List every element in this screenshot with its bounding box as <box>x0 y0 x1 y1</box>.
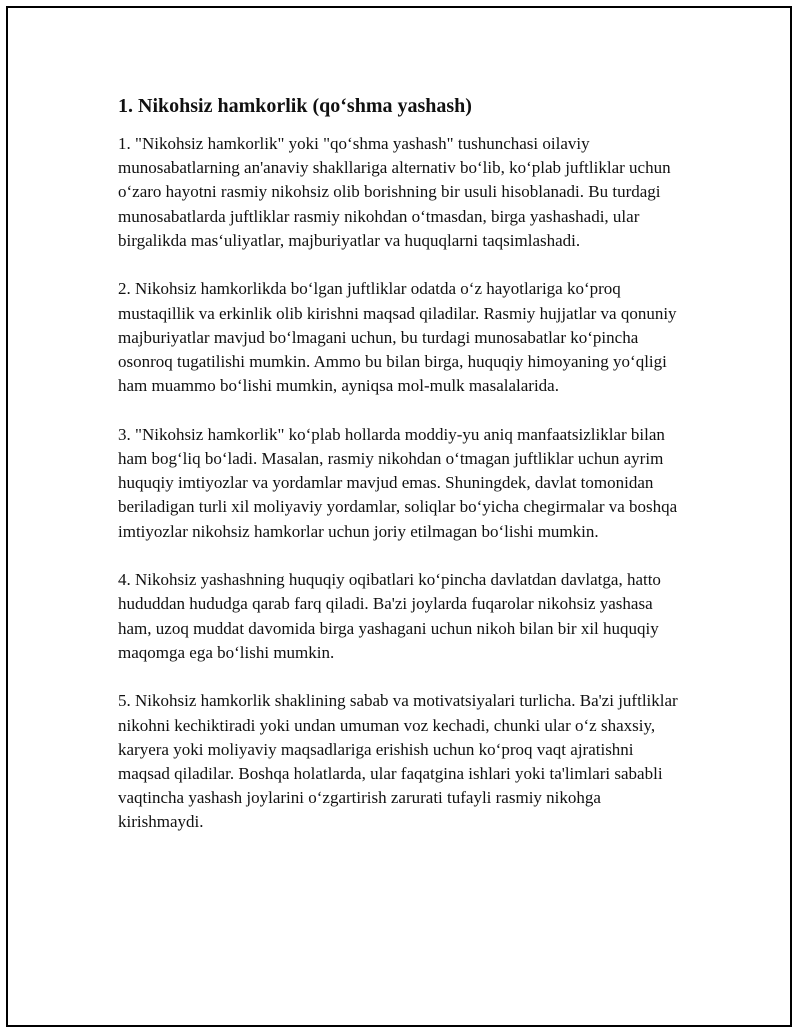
paragraph-3: 3. "Nikohsiz hamkorlik" koʻplab hollarda moddiy-yu aniq manfaatsizliklar bilan ham bogʻliq boʻladi. Masalan, rasmiy nikohdan oʻtmagan juftliklar uchun ayrim huquqiy imtiyozlar va yordamlar mavjud emas. Shuningdek, davlat tomonidan beriladigan turli xil moliyaviy yordamlar, soliqlar boʻyicha chegirmalar va boshqa imtiyozlar nikohsiz hamkorlar uchun joriy etilmagan boʻlishi mumkin. <box>118 424 678 541</box>
paragraph-4: 4. Nikohsiz yashashning huquqiy oqibatlari koʻpincha davlatdan davlatga, hatto hududdan hududga qarab farq qiladi. Ba'zi joylarda fuqarolar nikohsiz yashasa ham, uzoq muddat davomida birga yashagani uchun nikoh bilan bir xil huquqiy maqomga ega boʻlishi mumkin. <box>118 570 661 662</box>
paragraph-1: 1. "Nikohsiz hamkorlik" yoki "qoʻshma yashash" tushunchasi oilaviy munosabatlarning an'anaviy shakllariga alternativ boʻlib, koʻplab juftliklar uchun oʻzaro hayotni rasmiy nikohsiz olib borishning bir usuli hisoblanadi. Bu turdagi munosabatlarda juftliklar rasmiy nikohdan oʻtmasdan, birga yashashadi, ular birgalikda masʻuliyatlar, majburiyatlar va huquqlarni taqsimlashadi. <box>118 134 671 250</box>
paragraph-5: 5. Nikohsiz hamkorlik shaklining sabab va motivatsiyalari turlicha. Ba'zi juftliklar nikohni kechiktiradi yoki undan umuman voz kechadi, chunki ular oʻz shaxsiy, karyera yoki moliyaviy maqsadlariga erishish uchun koʻproq vaqt ajratishni maqsad qiladilar. Boshqa holatlarda, ular faqatgina ishlari yoki ta'limlari sababli vaqtincha yashash joylarini oʻzgartirish zarurati tufayli rasmiy nikohga kirishmaydi. <box>118 691 678 832</box>
document-title: 1. Nikohsiz hamkorlik (qoʻshma yashash) <box>118 95 472 117</box>
paragraph-2: 2. Nikohsiz hamkorlikda boʻlgan juftliklar odatda oʻz hayotlariga koʻproq mustaqillik va erkinlik olib kirishni maqsad qiladilar. Rasmiy hujjatlar va qonuniy majburiyatlar mavjud boʻlmagani uchun, bu turdagi munosabatlar koʻpincha osonroq tugatilishi mumkin. Ammo bu bilan birga, huquqiy himoyaning yoʻqligi ham muammo boʻlishi mumkin, ayniqsa mol-mulk masalalarida. <box>118 279 677 396</box>
document-body <box>118 94 688 859</box>
